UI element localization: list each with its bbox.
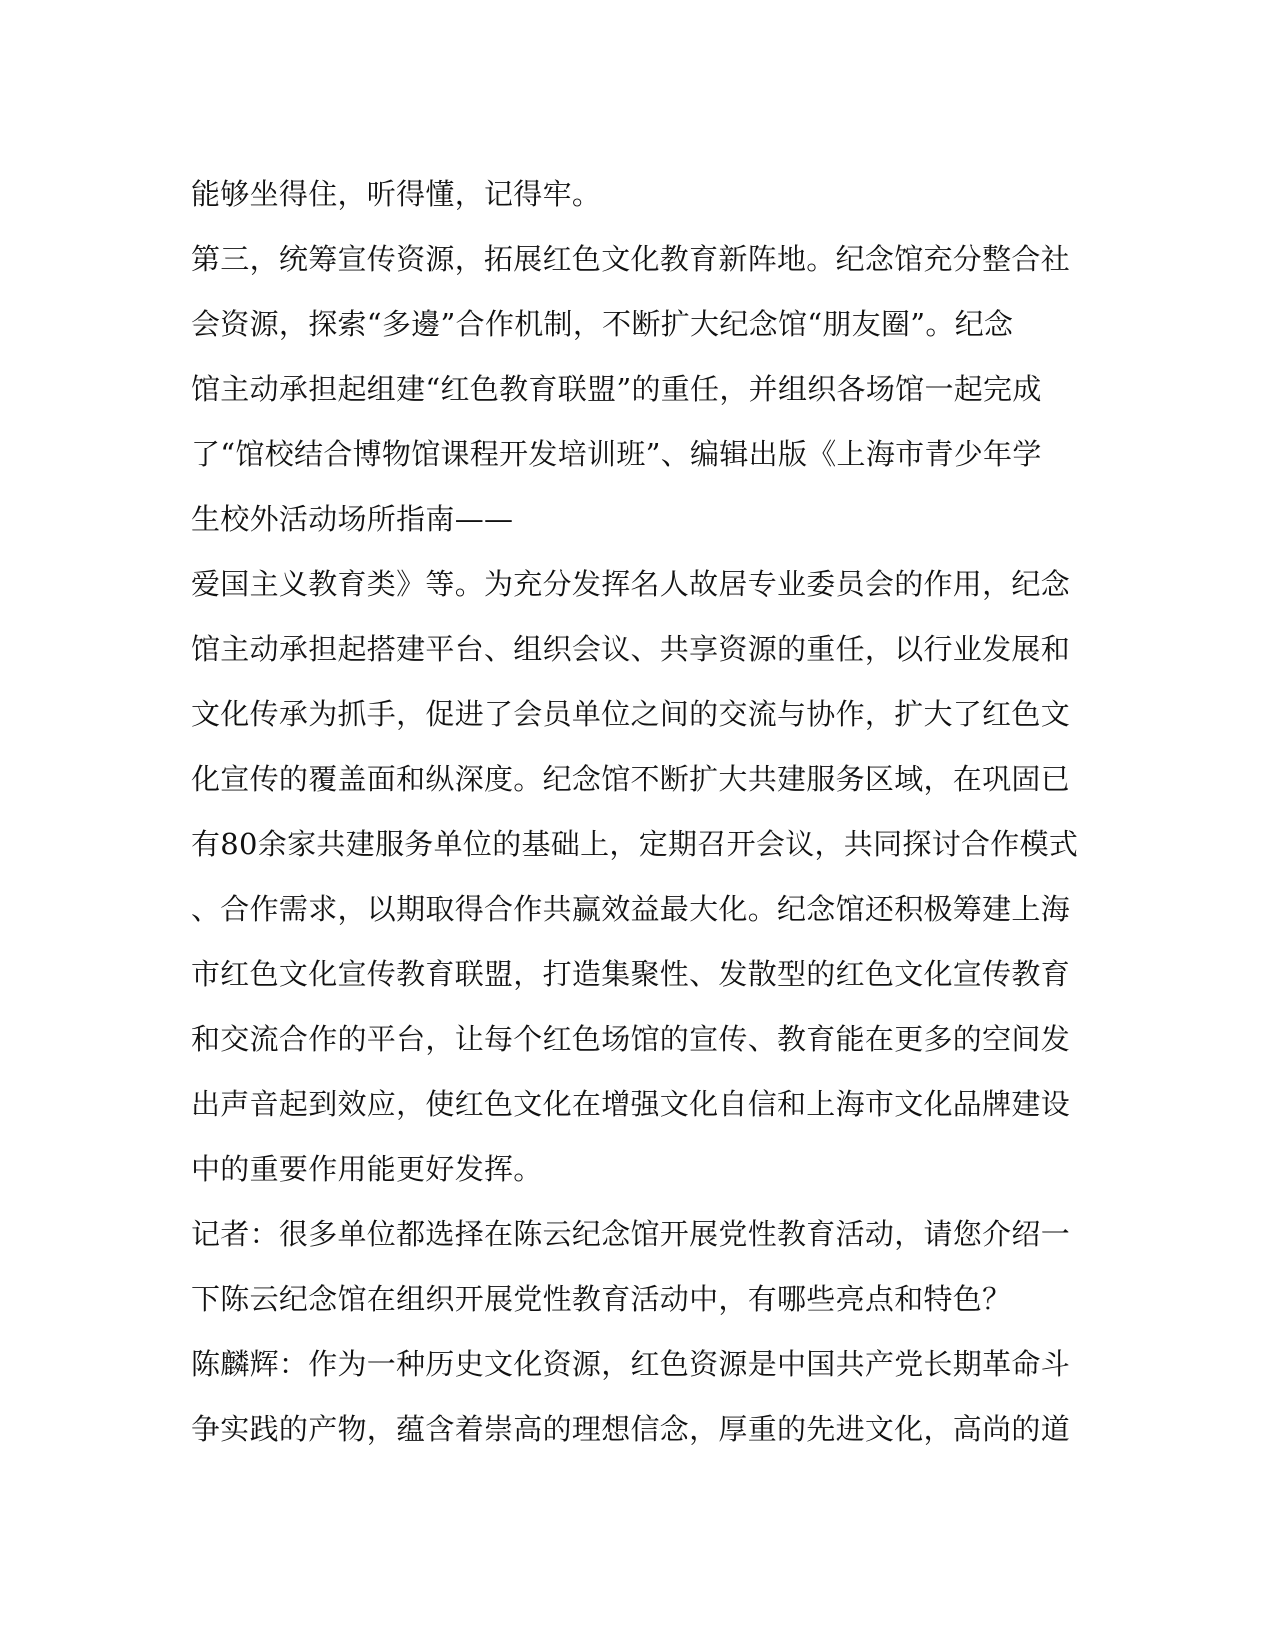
text-line: 和交流合作的平台，让每个红色场馆的宣传、教育能在更多的空间发 <box>191 1022 1071 1056</box>
text-line: 第三，统筹宣传资源，拓展红色文化教育新阵地。纪念馆充分整合社 <box>191 242 1071 276</box>
document-body <box>191 162 1079 1462</box>
text-line: 爱国主义教育类》等。为充分发挥名人故居专业委员会的作用，纪念 <box>191 567 1071 601</box>
text-line: 有80余家共建服务单位的基础上，定期召开会议，共同探讨合作模式 <box>191 827 1079 861</box>
text-line: 市红色文化宣传教育联盟，打造集聚性、发散型的红色文化宣传教育 <box>191 957 1071 991</box>
text-line: 馆主动承担起组建“红色教育联盟”的重任，并组织各场馆一起完成 <box>191 372 1042 406</box>
text-line: 了“馆校结合博物馆课程开发培训班”、编辑出版《上海市青少年学 <box>191 437 1042 471</box>
text-line: 、合作需求，以期取得合作共赢效益最大化。纪念馆还积极筹建上海 <box>191 892 1071 926</box>
text-line: 争实践的产物，蕴含着崇高的理想信念，厚重的先进文化，高尚的道 <box>191 1412 1071 1446</box>
text-line: 中的重要作用能更好发挥。 <box>191 1152 543 1186</box>
text-line: 能够坐得住，听得懂，记得牢。 <box>191 177 602 211</box>
text-line: 文化传承为抓手，促进了会员单位之间的交流与协作，扩大了红色文 <box>191 697 1071 731</box>
text-line: 馆主动承担起搭建平台、组织会议、共享资源的重任，以行业发展和 <box>191 632 1071 666</box>
text-line: 陈麟辉：作为一种历史文化资源，红色资源是中国共产党长期革命斗 <box>191 1347 1071 1381</box>
text-line: 会资源，探索“多邊”合作机制，不断扩大纪念馆“朋友圈”。纪念 <box>191 307 1014 341</box>
text-line: 记者：很多单位都选择在陈云纪念馆开展党性教育活动，请您介绍一 <box>191 1217 1071 1251</box>
text-line: 生校外活动场所指南—— <box>191 502 514 536</box>
text-line: 下陈云纪念馆在组织开展党性教育活动中，有哪些亮点和特色？ <box>191 1282 1012 1316</box>
text-line: 出声音起到效应，使红色文化在增强文化自信和上海市文化品牌建设 <box>191 1087 1071 1121</box>
text-line: 化宣传的覆盖面和纵深度。纪念馆不断扩大共建服务区域，在巩固已 <box>191 762 1071 796</box>
